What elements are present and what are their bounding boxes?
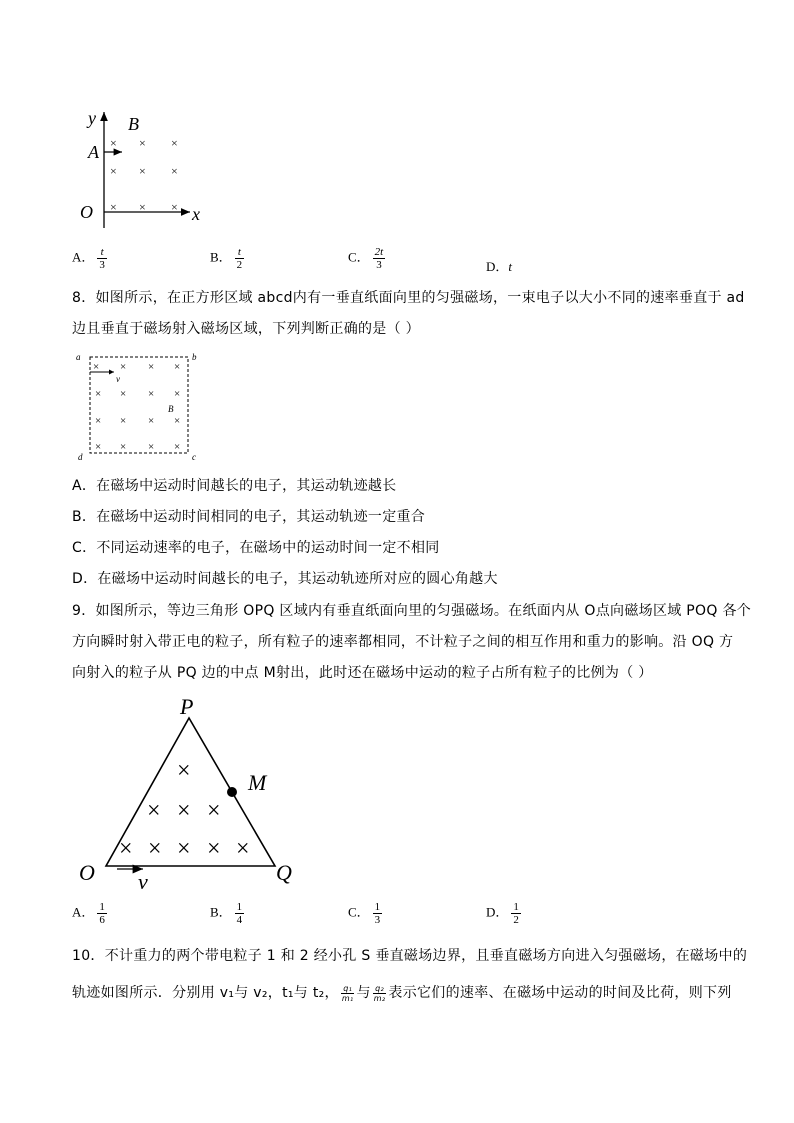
q10-stem-line2 — [72, 983, 732, 1003]
velocity-label: v — [138, 869, 148, 892]
q9-stem-line3: 向射入的粒子从 PQ 边的中点 M射出，此时还在磁场中运动的粒子占所有粒子的比例为（ ） — [72, 665, 653, 681]
cross-mark: × — [139, 164, 146, 178]
cross-mark: × — [148, 415, 155, 427]
cross-mark: × — [139, 200, 146, 214]
cross-mark: × — [148, 836, 162, 862]
cross-mark: × — [174, 361, 181, 373]
q8-option-a[interactable]: A．在磁场中运动时间越长的电子，其运动轨迹越长 — [72, 478, 397, 494]
cross-mark: × — [95, 415, 102, 427]
a-label: A — [88, 142, 99, 162]
q7-option-c[interactable]: C． $\frac{2t}{3}$ — [348, 246, 384, 271]
cross-mark: × — [110, 200, 117, 214]
q9-option-d[interactable]: D． $\frac{1}{2}$ — [486, 901, 519, 926]
q9-stem-line2: 方向瞬时射入带正电的粒子，所有粒子的速率都相同，不计粒子之间的相互作用和重力的影响。沿 OQ 方 — [72, 634, 734, 650]
point-m-label: M — [248, 770, 267, 795]
origin-label: O — [80, 202, 93, 222]
q9-option-c[interactable]: C． $\frac{1}{3}$ — [348, 901, 381, 926]
cross-mark: × — [171, 164, 178, 178]
q7-option-d[interactable]: D．t — [486, 259, 513, 274]
cross-mark: × — [171, 136, 178, 150]
velocity-label: v — [116, 374, 120, 384]
vertex-p: P — [180, 694, 194, 719]
q10-stem-text-a: 轨迹如图所示．分别用 v₁与 v₂，t₁与 t₂， — [72, 985, 339, 1001]
q7-option-b[interactable]: B． $\frac{t}{2}$ — [210, 246, 243, 271]
cross-mark: × — [120, 361, 127, 373]
cross-mark: × — [177, 836, 191, 862]
cross-mark: × — [147, 798, 161, 824]
q10-stem-text-b: 表示它们的速率、在磁场中运动的时间及比荷，则下列 — [388, 985, 732, 1001]
corner-c: c — [192, 452, 196, 462]
cross-mark: × — [120, 415, 127, 427]
vertex-q: Q — [276, 860, 292, 885]
field-label: B — [168, 404, 174, 414]
cross-mark: × — [171, 200, 178, 214]
q8-stem-line1: 8．如图所示，在正方形区域 abcd内有一垂直纸面向里的匀强磁场，一束电子以大小不同的速率垂直于 ad — [72, 290, 745, 306]
cross-mark: × — [174, 415, 181, 427]
cross-mark: × — [148, 361, 155, 373]
q7-figure — [70, 100, 220, 235]
cross-mark: × — [207, 798, 221, 824]
q9-option-b[interactable]: B． $\frac{1}{4}$ — [210, 901, 243, 926]
q8-option-d[interactable]: D．在磁场中运动时间越长的电子，其运动轨迹所对应的圆心角越大 — [72, 571, 498, 587]
and-word: 与 — [356, 985, 371, 1001]
cross-mark: × — [120, 441, 127, 453]
x-axis-label: x — [192, 204, 200, 224]
cross-mark: × — [177, 798, 191, 824]
cross-mark: × — [110, 164, 117, 178]
corner-a: a — [76, 352, 81, 362]
q10-stem-line1: 10．不计重力的两个带电粒子 1 和 2 经小孔 S 垂直磁场边界，且垂直磁场方向进入匀强磁场，在磁场中的 — [72, 948, 748, 964]
q7-option-a[interactable]: A． $\frac{t}{3}$ — [72, 246, 105, 271]
field-crosses — [110, 136, 178, 214]
charge-mass-ratio-1: $\frac{\text{q₁}}{\text{m₁}}$ — [341, 983, 354, 1003]
q8-stem-line2: 边且垂直于磁场射入磁场区域，下列判断正确的是（ ） — [72, 321, 420, 337]
cross-mark: × — [120, 388, 127, 400]
corner-d: d — [78, 452, 83, 462]
q9-figure — [75, 692, 305, 892]
cross-mark: × — [110, 136, 117, 150]
cross-mark: × — [174, 388, 181, 400]
q8-option-b[interactable]: B．在磁场中运动时间相同的电子，其运动轨迹一定重合 — [72, 509, 426, 525]
charge-mass-ratio-2: $\frac{\text{q₂}}{\text{m₂}}$ — [373, 983, 386, 1003]
q8-figure — [74, 350, 209, 465]
cross-mark: × — [148, 388, 155, 400]
corner-b: b — [192, 352, 197, 362]
cross-mark: × — [95, 388, 102, 400]
cross-mark: × — [207, 836, 221, 862]
cross-mark: × — [236, 836, 250, 862]
q8-option-c[interactable]: C．不同运动速率的电子，在磁场中的运动时间一定不相同 — [72, 540, 440, 556]
b-label: B — [128, 114, 139, 134]
cross-mark: × — [139, 136, 146, 150]
y-axis-label: y — [88, 108, 96, 128]
q9-stem-line1: 9．如图所示，等边三角形 OPQ 区域内有垂直纸面向里的匀强磁场。在纸面内从 O点向磁场区域 POQ 各个 — [72, 603, 752, 619]
cross-mark: × — [174, 441, 181, 453]
cross-mark: × — [177, 758, 191, 784]
cross-mark: × — [95, 441, 102, 453]
cross-mark: × — [93, 361, 100, 373]
vertex-o: O — [79, 860, 95, 885]
q9-option-a[interactable]: A． $\frac{1}{6}$ — [72, 901, 105, 926]
field-crosses — [119, 758, 250, 862]
cross-mark: × — [119, 836, 133, 862]
point-m — [227, 787, 237, 797]
cross-mark: × — [148, 441, 155, 453]
